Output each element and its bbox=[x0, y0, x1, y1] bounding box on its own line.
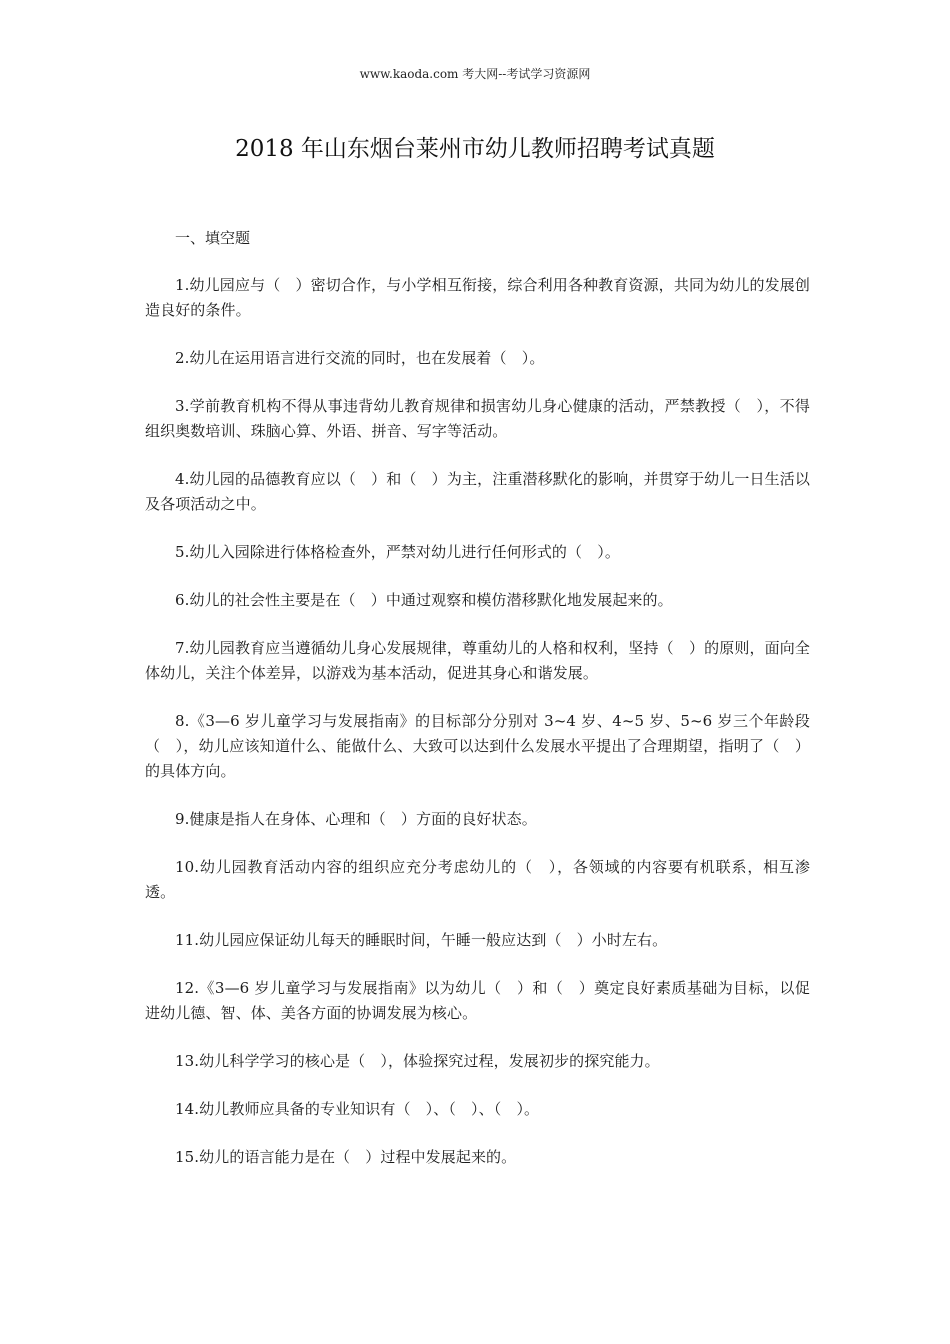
question-11: 11.幼儿园应保证幼儿每天的睡眠时间，午睡一般应达到（ ）小时左右。 bbox=[175, 931, 668, 949]
question-10: 10.幼儿园教育活动内容的组织应充分考虑幼儿的（ ），各领域的内容要有机联系，相互渗透。 bbox=[145, 858, 810, 901]
question-12: 12.《3—6 岁儿童学习与发展指南》以为幼儿（ ）和（ ）奠定良好素质基础为目标，以促进幼儿德、智、体、美各方面的协调发展为核心。 bbox=[145, 979, 810, 1022]
question-8: 8.《3—6 岁儿童学习与发展指南》的目标部分分别对 3~4 岁、4~5 岁、5~6 岁三个年龄段（ ），幼儿应该知道什么、能做什么、大致可以达到什么发展水平提出了合理期望，指明了（ ）的具体方向。 bbox=[145, 712, 810, 780]
question-5: 5.幼儿入园除进行体格检查外，严禁对幼儿进行任何形式的（ ）。 bbox=[175, 543, 620, 561]
question-3: 3.学前教育机构不得从事违背幼儿教育规律和损害幼儿身心健康的活动，严禁教授（ ），不得组织奥数培训、珠脑心算、外语、拼音、写字等活动。 bbox=[145, 397, 810, 440]
question-4: 4.幼儿园的品德教育应以（ ）和（ ）为主，注重潜移默化的影响，并贯穿于幼儿一日生活以及各项活动之中。 bbox=[145, 470, 810, 513]
document-title: 2018 年山东烟台莱州市幼儿教师招聘考试真题 bbox=[235, 136, 715, 162]
question-7: 7.幼儿园教育应当遵循幼儿身心发展规律，尊重幼儿的人格和权利，坚持（ ）的原则，面向全体幼儿，关注个体差异，以游戏为基本活动，促进其身心和谐发展。 bbox=[145, 639, 810, 682]
document-body bbox=[145, 226, 810, 1193]
question-14: 14.幼儿教师应具备的专业知识有（ ）、（ ）、（ ）。 bbox=[175, 1100, 540, 1118]
question-2: 2.幼儿在运用语言进行交流的同时，也在发展着（ ）。 bbox=[175, 349, 545, 367]
question-6: 6.幼儿的社会性主要是在（ ）中通过观察和模仿潜移默化地发展起来的。 bbox=[175, 591, 673, 609]
section-heading: 一、填空题 bbox=[175, 229, 251, 247]
question-1: 1.幼儿园应与（ ）密切合作，与小学相互衔接，综合利用各种教育资源，共同为幼儿的发展创造良好的条件。 bbox=[145, 276, 810, 319]
site-header: www.kaoda.com 考大网--考试学习资源网 bbox=[359, 67, 591, 81]
question-13: 13.幼儿科学学习的核心是（ ），体验探究过程，发展初步的探究能力。 bbox=[175, 1052, 660, 1070]
question-9: 9.健康是指人在身体、心理和（ ）方面的良好状态。 bbox=[175, 810, 537, 828]
question-15: 15.幼儿的语言能力是在（ ）过程中发展起来的。 bbox=[175, 1148, 517, 1166]
